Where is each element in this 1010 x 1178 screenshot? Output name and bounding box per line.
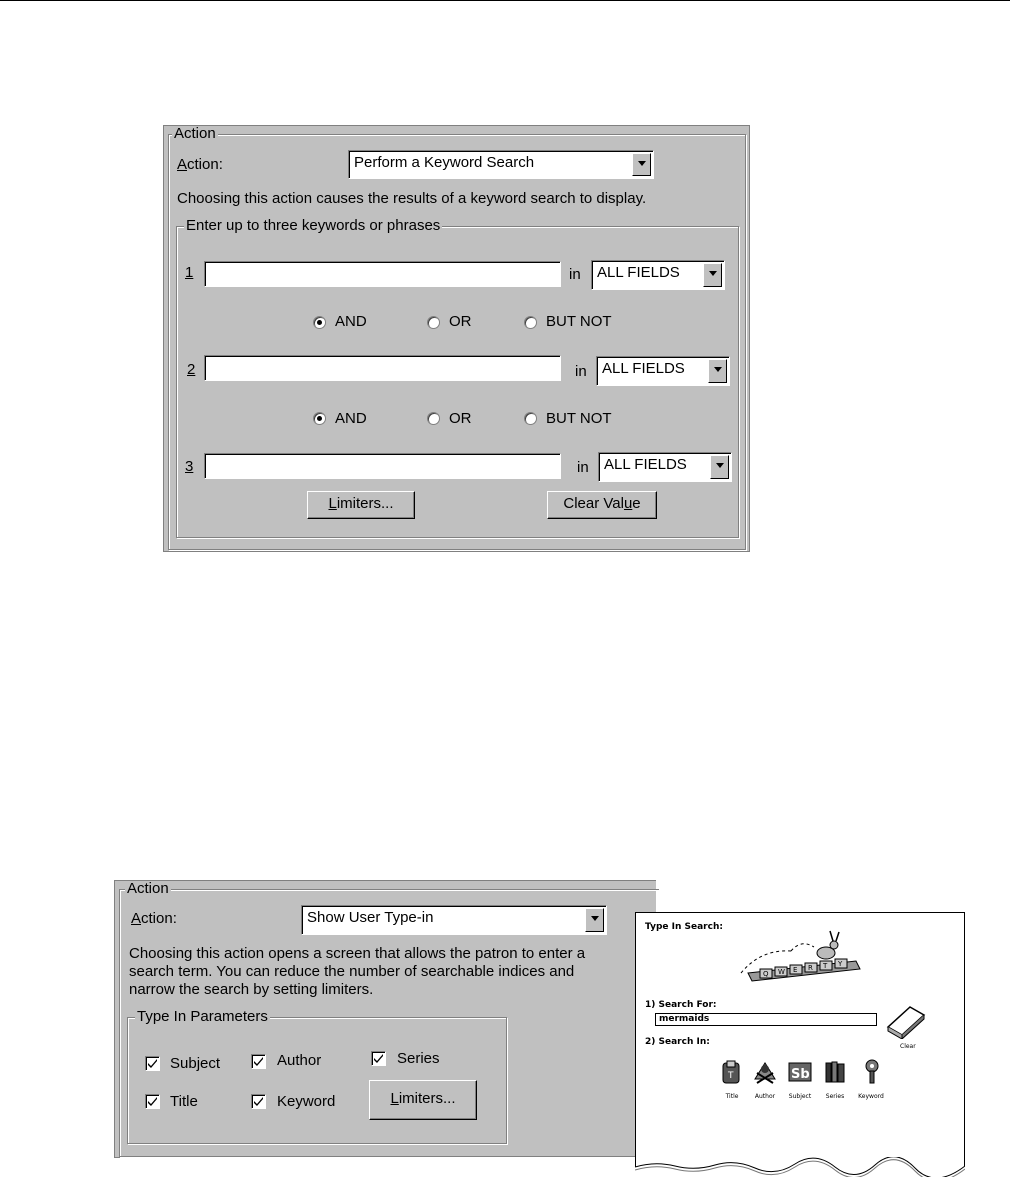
keyword-row-3-number: 3 — [185, 458, 194, 475]
subject-index-icon[interactable] — [787, 1059, 813, 1085]
keyword-2-field-value: ALL FIELDS — [602, 360, 685, 377]
svg-text:Sb: Sb — [791, 1067, 810, 1082]
bool-1-and-radio[interactable] — [313, 316, 326, 329]
keyword-3-field-dropdown[interactable] — [598, 452, 732, 482]
subject-checkbox-label: Subject — [170, 1055, 221, 1072]
action-dropdown[interactable] — [348, 150, 654, 179]
author-index-label: Author — [754, 1093, 776, 1100]
keyword-1-field-dropdown[interactable] — [591, 260, 725, 290]
keyword-3-input[interactable] — [204, 453, 561, 479]
search-for-label: 1) Search For: — [645, 1000, 717, 1010]
subject-checkbox[interactable] — [145, 1056, 160, 1071]
bool-2-or-label: OR — [449, 410, 472, 427]
keyword-1-input[interactable] — [204, 261, 561, 287]
chevron-down-icon[interactable] — [710, 455, 729, 479]
action-dropdown-value: Perform a Keyword Search — [354, 154, 535, 171]
series-index-icon[interactable] — [824, 1059, 848, 1085]
check-icon — [253, 1056, 264, 1067]
title-index-label: Title — [725, 1093, 739, 1100]
action-description: Choosing this action causes the results of a keyword search to display. — [177, 190, 647, 207]
subject-index-label: Subject — [788, 1093, 812, 1100]
title-index-icon[interactable] — [720, 1059, 742, 1085]
chevron-down-icon[interactable] — [585, 908, 604, 932]
chevron-down-icon[interactable] — [703, 263, 722, 287]
author-index-icon[interactable] — [753, 1059, 777, 1085]
title-checkbox-label: Title — [170, 1093, 198, 1110]
action-label-2: Action: — [131, 910, 177, 927]
limiters-button-2[interactable]: Limiters... — [369, 1080, 477, 1120]
keyword-3-in-label: in — [577, 459, 589, 476]
bool-1-or-label: OR — [449, 313, 472, 330]
keyword-checkbox-label: Keyword — [277, 1093, 336, 1110]
svg-text:W: W — [778, 968, 785, 976]
keyword-2-input[interactable] — [204, 355, 561, 381]
author-checkbox[interactable] — [251, 1054, 266, 1069]
title-checkbox[interactable] — [145, 1094, 160, 1109]
bool-1-or-radio[interactable] — [427, 316, 440, 329]
type-in-params-title: Type In Parameters — [137, 1008, 268, 1025]
qwerty-rabbit-logo-icon — [736, 929, 866, 989]
bool-2-and-label: AND — [335, 410, 367, 427]
svg-text:E: E — [793, 966, 798, 974]
keyword-row-1-number: 1 — [185, 264, 194, 281]
check-icon — [147, 1096, 158, 1107]
clear-label: Clear — [900, 1043, 916, 1050]
type-in-search-title: Type In Search: — [645, 922, 723, 932]
keyword-2-in-label: in — [575, 363, 587, 380]
keyword-1-in-label: in — [569, 266, 581, 283]
keyword-search-action-panel — [163, 125, 750, 552]
bool-2-butnot-radio[interactable] — [524, 412, 537, 425]
check-icon — [147, 1058, 158, 1069]
bool-2-and-radio[interactable] — [313, 412, 326, 425]
action-dropdown-2-value: Show User Type-in — [307, 909, 434, 926]
action-group-title: Action — [174, 125, 216, 142]
svg-text:Q: Q — [763, 970, 769, 978]
bool-1-butnot-label: BUT NOT — [546, 313, 612, 330]
search-in-label: 2) Search In: — [645, 1037, 710, 1047]
patron-search-input[interactable] — [655, 1013, 877, 1026]
svg-text:T: T — [823, 962, 828, 970]
action-description-line-3: narrow the search by setting limiters. — [129, 981, 374, 998]
check-icon — [253, 1096, 264, 1107]
clear-value-button[interactable]: Clear Value — [547, 491, 657, 519]
action-label: Action: — [177, 156, 223, 173]
series-checkbox[interactable] — [371, 1051, 386, 1066]
bool-1-and-label: AND — [335, 313, 367, 330]
torn-edge — [635, 1157, 965, 1177]
action-description-line-2: search term. You can reduce the number of searchable indices and — [129, 963, 575, 980]
keyword-1-field-value: ALL FIELDS — [597, 264, 680, 281]
series-index-label: Series — [825, 1093, 845, 1100]
top-rule — [0, 0, 1010, 1]
chevron-down-icon[interactable] — [708, 359, 727, 383]
patron-screen-preview — [635, 912, 965, 1174]
keyword-checkbox[interactable] — [251, 1094, 266, 1109]
series-checkbox-label: Series — [397, 1050, 440, 1067]
keyword-2-field-dropdown[interactable] — [596, 356, 730, 386]
action-description-line-1: Choosing this action opens a screen that allows the patron to enter a — [129, 945, 586, 962]
bool-2-butnot-label: BUT NOT — [546, 410, 612, 427]
bool-2-or-radio[interactable] — [427, 412, 440, 425]
keyword-row-2-number: 2 — [187, 361, 196, 378]
bool-1-butnot-radio[interactable] — [524, 316, 537, 329]
svg-text:T: T — [728, 1071, 734, 1081]
chevron-down-icon[interactable] — [632, 153, 651, 176]
keyword-index-icon[interactable] — [862, 1058, 882, 1086]
svg-text:Y: Y — [838, 960, 843, 968]
action-group-title-2: Action — [127, 880, 169, 897]
keywords-group-title: Enter up to three keywords or phrases — [186, 217, 441, 234]
user-typein-action-panel — [114, 880, 656, 1158]
limiters-button[interactable]: Limiters... — [307, 491, 415, 519]
author-checkbox-label: Author — [277, 1052, 322, 1069]
keyword-3-field-value: ALL FIELDS — [604, 456, 687, 473]
eraser-icon[interactable] — [884, 1003, 928, 1039]
check-icon — [373, 1053, 384, 1064]
action-dropdown-2[interactable] — [301, 905, 607, 935]
svg-text:R: R — [808, 964, 813, 972]
keyword-index-label: Keyword — [858, 1093, 884, 1100]
patron-search-value: mermaids — [659, 1014, 710, 1024]
